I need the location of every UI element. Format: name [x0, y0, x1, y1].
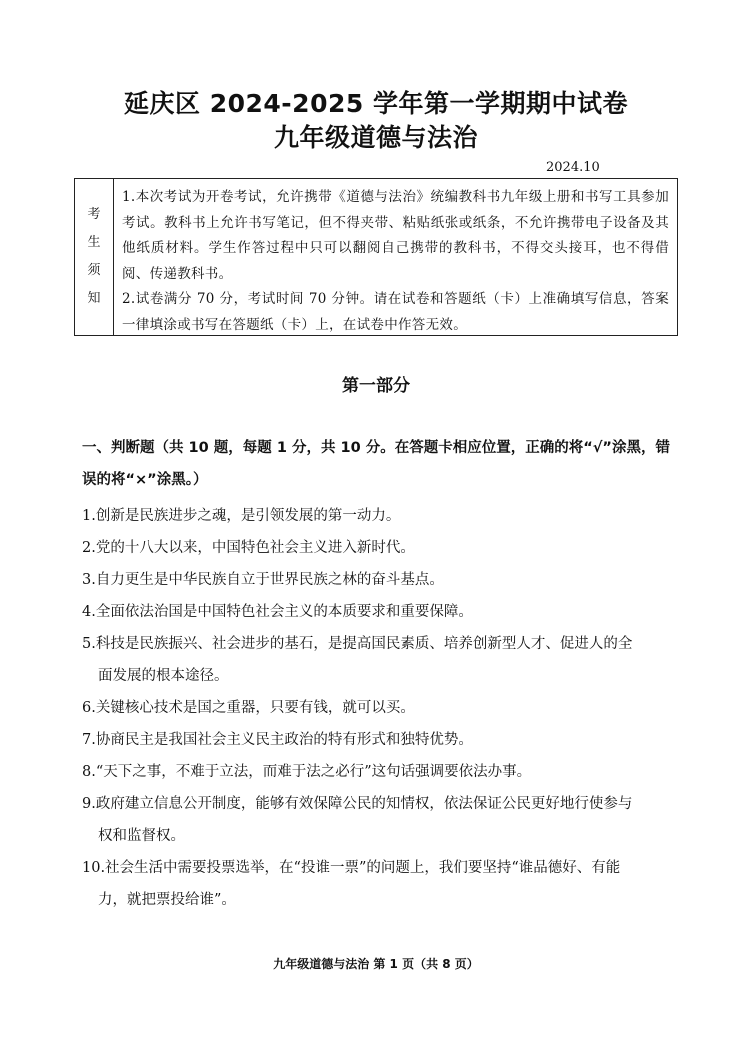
question-list [82, 500, 676, 916]
question-text: 4.全面依法治国是中国特色社会主义的本质要求和重要保障。 [82, 604, 473, 620]
candidate-notice-box [74, 178, 678, 336]
page-footer: 九年级道德与法治 第 1 页（共 8 页） [273, 957, 479, 971]
question-text: 1.创新是民族进步之魂，是引领发展的第一动力。 [82, 508, 401, 524]
section-instructions: 一、判断题（共 10 题，每题 1 分，共 10 分。在答题卡相应位置，正确的将“√”涂黑，错误的将“×”涂黑。） [82, 440, 670, 488]
question-item [82, 596, 676, 628]
question-text-continued: 力，就把票投给谁”。 [98, 892, 236, 908]
question-item [82, 852, 676, 916]
question-item [82, 532, 676, 564]
notice-body [114, 179, 677, 335]
notice-label-char: 生 [87, 235, 101, 250]
question-text: 3.自力更生是中华民族自立于世界民族之林的奋斗基点。 [82, 572, 444, 588]
notice-label [75, 179, 114, 335]
notice-item-2: 2.试卷满分 70 分，考试时间 70 分钟。请在试卷和答题纸（卡）上准确填写信息，答案一律填涂或书写在答题纸（卡）上，在试卷中作答无效。 [122, 291, 669, 333]
question-item [82, 724, 676, 756]
question-text: 8.“天下之事，不难于立法，而难于法之必行”这句话强调要依法办事。 [82, 764, 532, 780]
question-item [82, 564, 676, 596]
notice-label-char: 须 [87, 263, 101, 278]
notice-item-1: 1.本次考试为开卷考试，允许携带《道德与法治》统编教科书九年级上册和书写工具参加考试。教科书上允许书写笔记，但不得夹带、粘贴纸张或纸条，不允许携带电子设备及其他纸质材料。学生作答过程中只可以翻阅自己携带的教科书，不得交头接耳，也不得借阅、传递教科书。 [122, 189, 669, 282]
exam-date: 2024.10 [546, 160, 600, 175]
question-text-continued: 权和监督权。 [98, 828, 185, 844]
question-text-continued: 面发展的根本途径。 [98, 668, 229, 684]
question-text: 7.协商民主是我国社会主义民主政治的特有形式和独特优势。 [82, 732, 473, 748]
question-item [82, 788, 676, 852]
question-text: 10.社会生活中需要投票选举，在“投谁一票”的问题上，我们要坚持“谁品德好、有能 [82, 860, 621, 876]
question-text: 9.政府建立信息公开制度，能够有效保障公民的知情权，依法保证公民更好地行使参与 [82, 796, 633, 812]
notice-label-char: 知 [87, 291, 101, 306]
section-title: 第一部分 [342, 376, 410, 396]
notice-label-char: 考 [87, 207, 101, 222]
question-text: 2.党的十八大以来，中国特色社会主义进入新时代。 [82, 540, 415, 556]
question-item [82, 756, 676, 788]
exam-title: 延庆区 2024-2025 学年第一学期期中试卷 [124, 89, 628, 118]
question-text: 6.关键核心技术是国之重器，只要有钱，就可以买。 [82, 700, 415, 716]
question-item [82, 500, 676, 532]
question-item [82, 692, 676, 724]
question-item [82, 628, 676, 692]
exam-subject: 九年级道德与法治 [273, 123, 478, 152]
question-text: 5.科技是民族振兴、社会进步的基石，是提高国民素质、培养创新型人才、促进人的全 [82, 636, 633, 652]
